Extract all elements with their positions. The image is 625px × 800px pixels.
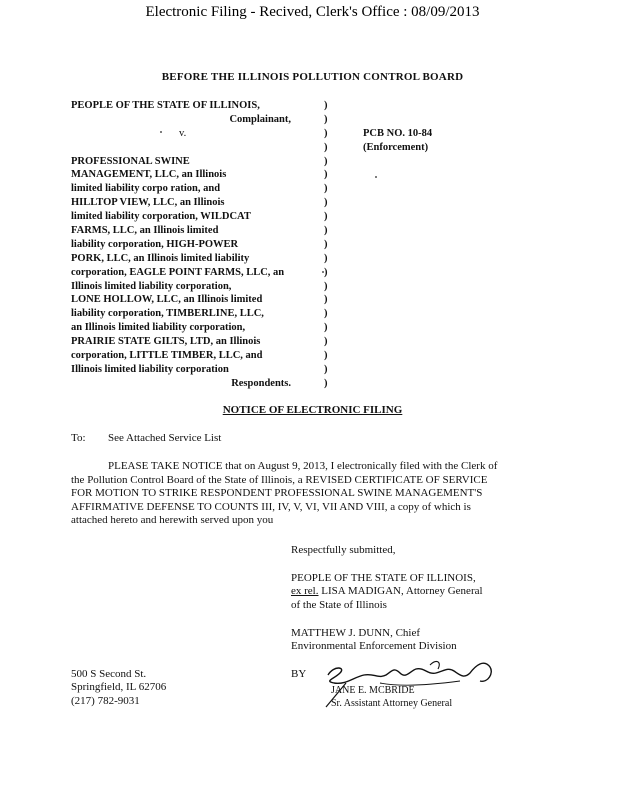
party-name: PEOPLE OF THE STATE OF ILLINOIS, (291, 572, 476, 584)
caption-parentheses (324, 99, 328, 391)
paren: ) (324, 294, 328, 306)
caption-line: liability corporation, TIMBERLINE, LLC, (71, 308, 264, 320)
caption-line: corporation, EAGLE POINT FARMS, LLC, an (71, 266, 285, 278)
paren: ) (324, 113, 328, 125)
division-name: Environmental Enforcement Division (291, 640, 457, 653)
case-caption-parties (71, 99, 321, 391)
chief-name: MATTHEW J. DUNN, Chief (291, 627, 421, 639)
caption-line: LONE HOLLOW, LLC, an Illinois limited (71, 294, 263, 306)
paren: ) (324, 169, 328, 181)
paren: ) (324, 377, 328, 389)
caption-line: PORK, LLC, an Illinois limited liability (71, 252, 250, 264)
caption-line: corporation, LITTLE TIMBER, LLC, and (71, 350, 263, 362)
caption-line: PRAIRIE STATE GILTS, LTD, an Illinois (71, 336, 261, 348)
scan-speck (322, 271, 324, 273)
paren: ) (324, 211, 328, 223)
paren: ) (324, 225, 328, 237)
to-line (71, 432, 222, 444)
party-block (291, 572, 483, 612)
scan-speck (375, 176, 377, 178)
signer-name: JANE E. MCBRIDE (331, 685, 415, 696)
paren: ) (324, 322, 328, 334)
paren: ) (324, 363, 328, 375)
body-line: the Pollution Control Board of the State of Illinois, a REVISED CERTIFICATE OF SERVICE (71, 473, 488, 486)
paren: ) (324, 280, 328, 292)
paren: ) (324, 155, 328, 167)
paren: ) (324, 183, 328, 195)
caption-line: HILLTOP VIEW, LLC, an Illinois (71, 197, 225, 209)
paren: ) (324, 141, 328, 153)
caption-line: Respondents. (231, 377, 291, 389)
ex-rel: ex rel. (291, 585, 319, 598)
chief-block (291, 627, 457, 654)
paren: ) (324, 308, 328, 320)
address-street: 500 S Second St. (71, 668, 147, 680)
address-city: Springfield, IL 62706 (71, 681, 167, 694)
paren: ) (324, 336, 328, 348)
board-title: BEFORE THE ILLINOIS POLLUTION CONTROL BOARD (161, 71, 464, 83)
caption-line: an Illinois limited liability corporation, (71, 322, 246, 334)
attorney-general-line (291, 585, 483, 598)
body-line: AFFIRMATIVE DEFENSE TO COUNTS III, IV, V, VI, VII AND VIII, a copy of which is (71, 500, 471, 513)
office-address (71, 668, 166, 708)
body-line: PLEASE TAKE NOTICE that on August 9, 2013, I electronically filed with the Clerk of (108, 460, 498, 472)
caption-line: Illinois limited liability corporation, (71, 280, 232, 292)
signer-block (331, 684, 452, 710)
address-phone: (217) 782-9031 (71, 694, 140, 707)
to-value: See Attached Service List (108, 432, 222, 444)
by-label: BY (291, 668, 307, 680)
caption-line: PROFESSIONAL SWINE (71, 155, 190, 167)
caption-line: FARMS, LLC, an Illinois limited (71, 225, 219, 237)
closing: Respectfully submitted, (291, 544, 396, 556)
paren: ) (324, 238, 328, 250)
case-number: PCB NO. 10-84 (363, 128, 433, 139)
caption-line: Illinois limited liability corporation (71, 363, 229, 375)
body-line: attached hereto and herewith served upon you (71, 514, 274, 526)
caption-line: limited liability corpo ration, and (71, 183, 221, 195)
paren: ) (324, 127, 328, 139)
caption-line: liability corporation, HIGH-POWER (71, 238, 239, 250)
paren: ) (324, 252, 328, 264)
caption-line: PEOPLE OF THE STATE OF ILLINOIS, (71, 100, 260, 111)
paren: ) (324, 350, 328, 362)
of-state: of the State of Illinois (291, 598, 387, 611)
caption-line (71, 141, 321, 155)
case-type: (Enforcement) (363, 141, 429, 153)
paren: ) (324, 100, 328, 111)
caption-line: Complainant, (229, 113, 291, 125)
notice-title: NOTICE OF ELECTRONIC FILING (222, 404, 403, 416)
signer-title: Sr. Assistant Attorney General (331, 698, 453, 709)
electronic-filing-stamp: Electronic Filing - Recived, Clerk's Office : 08/09/2013 (145, 4, 480, 20)
paren: ) (324, 197, 328, 209)
ag-name: LISA MADIGAN, Attorney General (318, 585, 483, 598)
paren: ) (324, 266, 328, 278)
scan-speck (160, 131, 162, 133)
to-label: To: (71, 432, 86, 444)
body-line: FOR MOTION TO STRIKE RESPONDENT PROFESSIONAL SWINE MANAGEMENT'S (71, 487, 483, 499)
caption-line: MANAGEMENT, LLC, an Illinois (71, 169, 227, 181)
case-number-block (363, 127, 432, 155)
caption-line: v. (179, 127, 187, 139)
notice-body (71, 460, 551, 528)
caption-line: limited liability corporation, WILDCAT (71, 211, 251, 223)
